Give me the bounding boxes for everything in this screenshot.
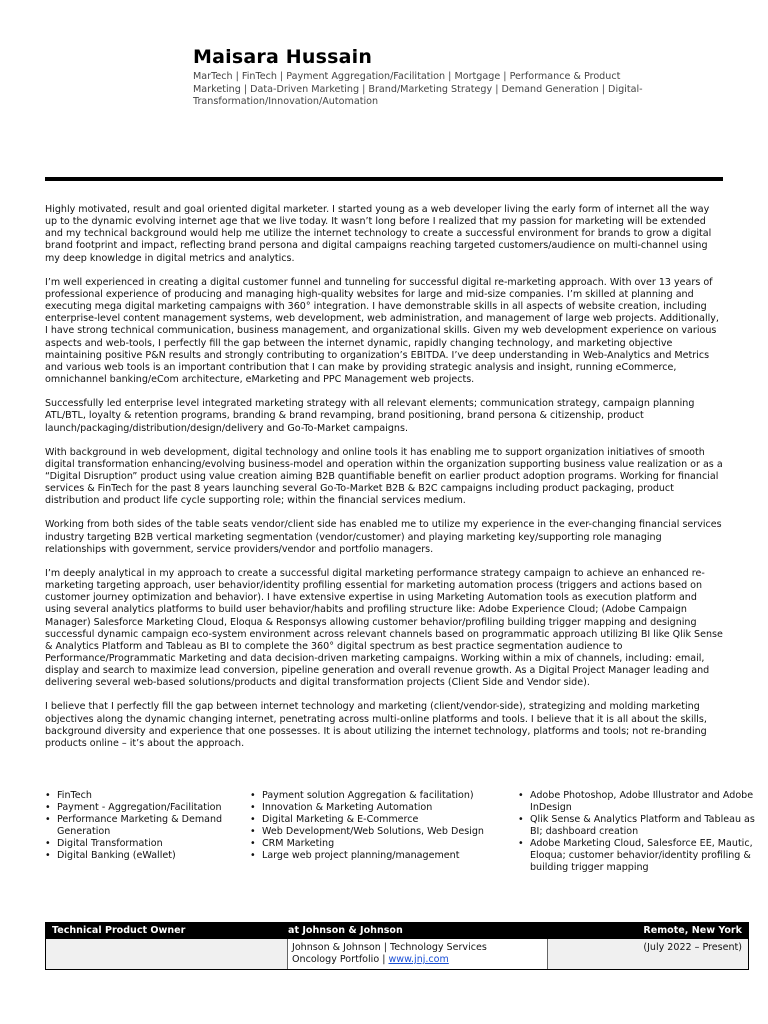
skill-item: • Digital Marketing & E-Commerce [250,814,518,826]
company-website-link[interactable]: www.jnj.com [388,954,449,965]
skills-column-1 [45,790,250,874]
summary-paragraph: Working from both sides of the table seats vendor/client side has enabled me to utilize my experience in the ever-changing financial services industry targeting B2B vertical marketing segmentation (vendor/customer) and playing marketing key/supporting role managing relationships with government, service providers/vendor and portfolio managers. [45,519,722,555]
skill-item: • Large web project planning/management [250,850,518,862]
skill-item: • Adobe Photoshop, Adobe Illustrator and Adobe InDesign [518,790,755,814]
candidate-tagline: MarTech | FinTech | Payment Aggregation/Facilitation | Mortgage | Performance & Product Marketing | Data-Driven Marketing | Brand/Marketing Strategy | Demand Generation | Digital-Transformation/Innovation/Automation [193,71,643,108]
summary-paragraph: With background in web development, digital technology and online tools it has enabling me to support organization initiatives of smooth digital transformation enhancing/evolving business-model and operation within the organization supporting business value realization or as a “Digital Disruption” product using value creation aiming B2B quantifiable benefit on earlier product adoption programs. Working for financial services & FinTech for the past 8 years launching several Go-To-Market B2B & B2C campaigns including product packaging, product distribution and product life cycle supporting role; within the financial services medium. [45,446,723,507]
skill-item: • CRM Marketing [250,838,518,850]
job-description [288,939,548,969]
skills-section [45,790,755,874]
job-detail-row [46,939,748,969]
skill-item: • Performance Marketing & Demand Generation [45,814,250,838]
skills-column-3 [518,790,755,874]
summary-paragraph: I’m well experienced in creating a digital customer funnel and tunneling for successful digital re-marketing approach. With over 13 years of professional experience of producing and managing high-quality websites for large and mid-size companies. I’m skilled at planning and executing mega digital marketing campaigns with 360° integration. I have demonstrable skills in all aspects of website creation, including enterprise-level content management systems, web development, web administration, and management of large web projects. Additionally, I have strong technical communication, business management, and organizational skills. Given my web development experience on various aspects and web-tools, I perfectly fill the gap between the internet dynamic, rapidly changing technology, and marketing objective maintaining positive P&N results and strongly contributing to organization’s EBITDA. I’ve deep understanding in Web-Analytics and Metrics and various web tools is an important contribution that I can make by providing strategic analysis and insight, running eCommerce, omnichannel banking/eCom architecture, eMarketing and PPC Management web projects. [45,276,719,386]
resume-header [193,46,663,109]
skill-item: • Qlik Sense & Analytics Platform and Tableau as BI; dashboard creation [518,814,755,838]
job-entry [45,922,749,970]
skill-item: • FinTech [45,790,250,802]
job-location: Remote, New York [643,925,742,936]
skill-item: • Innovation & Marketing Automation [250,802,518,814]
professional-summary [45,204,723,762]
skill-item: • Adobe Marketing Cloud, Salesforce EE, Mautic, Eloqua; customer behavior/identity profiling & building trigger mapping [518,838,755,874]
skill-item: • Digital Transformation [45,838,250,850]
summary-paragraph: I believe that I perfectly fill the gap between internet technology and marketing (client/vendor-side), strategizing and molding marketing objectives along the dynamic changing internet, penetrating across multi-online platforms and tools. I believe that it is all about the skills, background diversity and experience that one possesses. It is about utilizing the internet technology, platforms and tools; not re-branding products online – it’s about the approach. [45,701,707,749]
header-divider [45,177,723,181]
skill-item: • Web Development/Web Solutions, Web Design [250,826,518,838]
job-detail-line [292,954,543,966]
job-detail-blank [46,939,288,969]
summary-paragraph: Successfully led enterprise level integrated marketing strategy with all relevant elements; communication strategy, campaign planning ATL/BTL, loyalty & retention programs, branding & brand revamping, brand positioning, brand persona & citizenship, product launch/packaging/distribution/design/delivery and Go-To-Market campaigns. [45,398,695,434]
skill-item: • Digital Banking (eWallet) [45,850,250,862]
job-header-row [46,923,748,939]
job-title: Technical Product Owner [52,925,186,936]
job-dates: (July 2022 – Present) [548,939,748,969]
skill-item: • Payment solution Aggregation & facilitation) [250,790,518,802]
job-detail-line: Johnson & Johnson | Technology Services [292,942,487,953]
job-company: at Johnson & Johnson [288,925,403,936]
job-detail-prefix: Oncology Portfolio | [292,954,389,965]
summary-paragraph: I’m deeply analytical in my approach to create a successful digital marketing performance strategy campaign to achieve an enhanced re-marketing targeting approach, user behavior/identity profiling essential for marketing automation process (triggers and actions based on customer journey optimization and behavior). I have extensive expertise in using Marketing Automation tools as execution platform and using several analytics platforms to build user behavior/habits and profiling structure like: Adobe Experience Cloud; (Adobe Campaign Manager) Salesforce Marketing Cloud, Eloqua & Responsys allowing customer behavior/profiling building trigger mapping and designing successful dynamic campaign eco-system environment across relevant channels based on programmatic approach utilizing BI like Qlik Sense & Analytics Platform and Tableau as BI to complete the 360° digital spectrum as best practice segmentation audience to Performance/Programmatic Marketing and data decision-driven marketing campaigns. Working within a mix of channels, including: email, display and search to maximize lead conversion, pipeline generation and overall revenue growth. As a Digital Project Manager leading and delivering several web-based solutions/products and digital transformation projects (Client Side and Vendor side). [45,567,723,689]
skills-column-2 [250,790,518,874]
candidate-name: Maisara Hussain [193,46,373,68]
summary-paragraph: Highly motivated, result and goal oriented digital marketer. I started young as a web developer living the early form of internet all the way up to the dynamic evolving internet age that we live today. It wasn’t long before I realized that my passion for marketing will be extended and my technical background would help me utilize the internet technology to create a successful environment for brands to grow a digital brand footprint and impact, reflecting brand persona and digital campaigns reaching targeted customers/audience on multi-channel using my deep knowledge in digital metrics and analytics. [45,204,712,264]
skill-item: • Payment - Aggregation/Facilitation [45,802,250,814]
